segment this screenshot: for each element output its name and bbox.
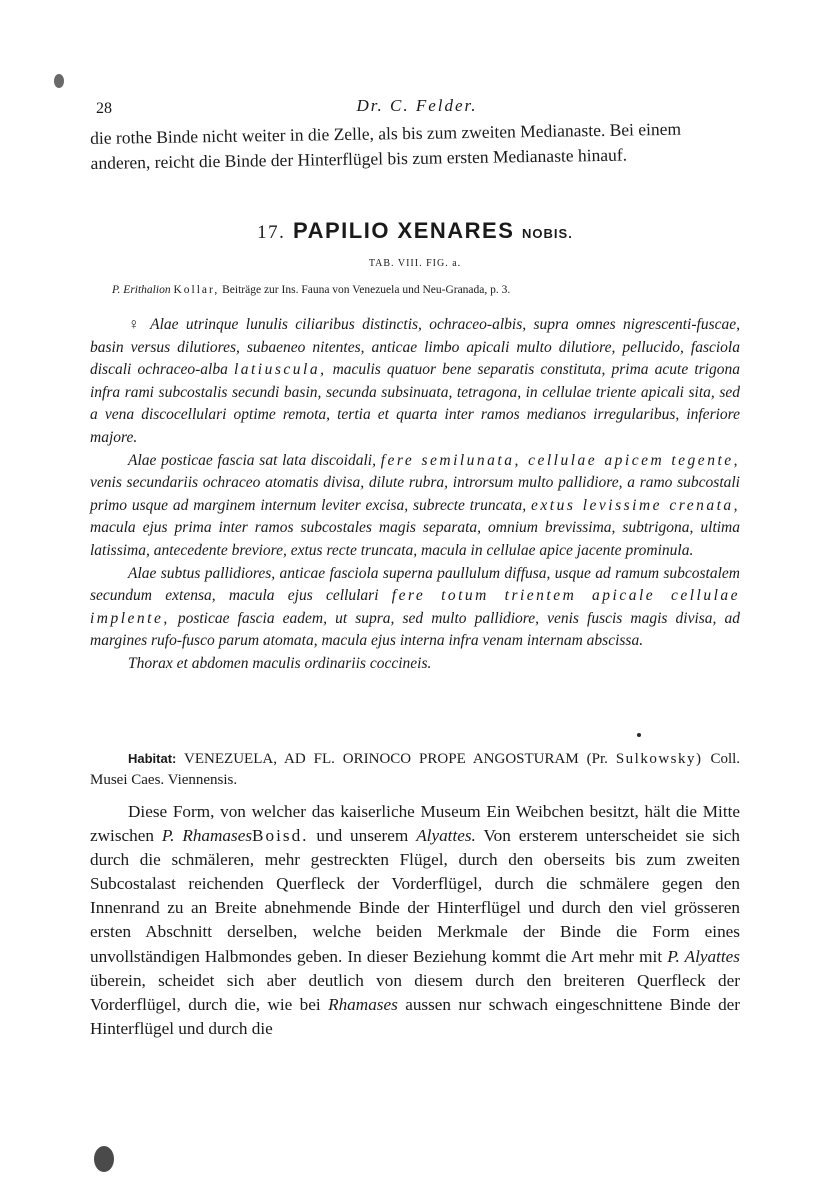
- synonym-author: Kollar,: [173, 284, 220, 296]
- habitat-collector: Sulkowsky): [615, 751, 703, 767]
- latin-paragraph: [90, 563, 740, 653]
- latin-paragraph: [90, 314, 740, 450]
- species-reference: P. Rhamases: [161, 826, 253, 846]
- page-number: 28: [96, 100, 112, 117]
- species-author: NOBIS.: [522, 226, 573, 241]
- latin-text: Alae utrinque lunulis ciliaribus distinctis, ochraceo-albis, supra omnes nigrescenti-fuscae, basin versus dilutiores, subaeneo nitentes, anticae limbo apicali multo dilutiore, pellucido, fasciola discali ochraceo-alba: [90, 316, 740, 379]
- ink-spot-bottom: [94, 1146, 114, 1172]
- latin-text: Alae subtus pallidiores, anticae fasciola superna paullulum diffusa, usque ad ramum subcostalem secundum extensa, macula ejus cellulari: [90, 564, 740, 605]
- latin-spaced-text: extus levissime crenata,: [531, 496, 741, 514]
- latin-text: maculis quatuor bene separatis constituta, prima acute trigona infra rami subcostalis secundi basin, secunda subsinuata, tetragona, in cellulae triente apicali sita, sed a vena discocellulari optime remota, tertia et quarta inter ramos medianos irregularibus, inferiore majore.: [90, 361, 740, 446]
- species-reference: Alyattes.: [416, 826, 476, 846]
- german-text: Diese Form, von welcher das kaiserliche Museum Ein Weibchen besitzt, hält die Mitte zwischen: [90, 802, 740, 846]
- latin-paragraph: [90, 450, 740, 563]
- latin-description: [90, 314, 740, 676]
- ink-dot: [637, 733, 641, 737]
- german-text: und unserem: [316, 826, 409, 846]
- latin-spaced-text: fere totum trientem apicale cellulae implente,: [90, 587, 740, 627]
- latin-spaced-text: fere semilunata, cellulae apicem tegente,: [380, 451, 741, 469]
- species-reference: Rhamases: [328, 994, 398, 1014]
- latin-text: macula ejus prima inter ramos subcostales magis separata, omnium brevissima, subtrigona, ultima latissima, antecedente breviore, extus recte truncata, macula in cellulae apice jacente prominula.: [90, 519, 740, 559]
- species-number: 17.: [257, 222, 286, 243]
- intro-paragraph: die rothe Binde nicht weiter in die Zelle, als bis zum zweiten Medianaste. Bei einem anderen, reicht die Binde der Hinterflügel bis zum ersten Medianaste hinauf.: [90, 118, 682, 173]
- habitat-label: Habitat:: [128, 751, 177, 766]
- species-title: [90, 218, 740, 244]
- species-reference: P. Alyattes: [667, 946, 740, 966]
- female-symbol: ♀: [128, 316, 144, 333]
- german-text: Von ersterem unterscheidet sie sich durch die schmäleren, mehr gestreckten Flügel, durch den oberseits bis zum zweiten Subcostalast reichenden Querfleck der Vorderflügel, durch die schmälere gegen den Innenrand zu an Breite abnehmende Binde der Hinterflügel und durch den viel grösseren ersten Abschnitt derselben, welche beiden Merkmale der Binde die Form eines unvollständigen Halbmondes geben. In dieser Beziehung kommt die Art mehr mit: [90, 826, 741, 966]
- habitat-text: VENEZUELA, AD FL. ORINOCO PROPE ANGOSTURAM (Pr.: [184, 751, 608, 767]
- german-text: aussen nur schwach eingeschnittene Binde der Hinterflügel und durch die: [90, 994, 741, 1038]
- latin-text: Alae posticae fascia sat lata discoidali,: [128, 451, 376, 469]
- latin-spaced-text: latiuscula,: [233, 361, 327, 379]
- species-name: PAPILIO XENARES: [293, 218, 515, 243]
- latin-text: venis secundariis ochraceo atomatis divisa, dilute rubra, introrsum multo pallidiore, a ramo subcostali primo usque ad marginem internum leviter excisa, subrecte truncata,: [90, 474, 740, 514]
- synonym-line: [90, 284, 762, 296]
- latin-text: posticae fascia eadem, ut supra, sed multo pallidiore, venis fuscis magis divisa, ad margines rufo-fusco parum atomata, macula ejus interna infra venam internam abscissa.: [90, 609, 740, 650]
- synonym-name: P. Erithalion: [112, 284, 171, 296]
- synonym-citation: Beiträge zur Ins. Fauna von Venezuela und Neu-Granada, p. 3.: [222, 284, 511, 296]
- ink-spot-top: [54, 74, 64, 88]
- german-text: überein, scheidet sich aber deutlich von diesem durch den breiteren Querfleck der Vorderflügel, durch die, wie bei: [90, 970, 740, 1014]
- latin-paragraph: Thorax et abdomen maculis ordinariis coccineis.: [128, 654, 432, 672]
- running-head: Dr. C. Felder.: [356, 96, 478, 115]
- habitat-collection: Coll. Musei Caes. Viennensis.: [90, 751, 741, 788]
- plate-reference: TAB. VIII. FIG. a.: [368, 258, 462, 269]
- author-reference: Boisd.: [252, 826, 309, 846]
- habitat-paragraph: [90, 748, 740, 791]
- german-paragraph: [90, 800, 740, 1041]
